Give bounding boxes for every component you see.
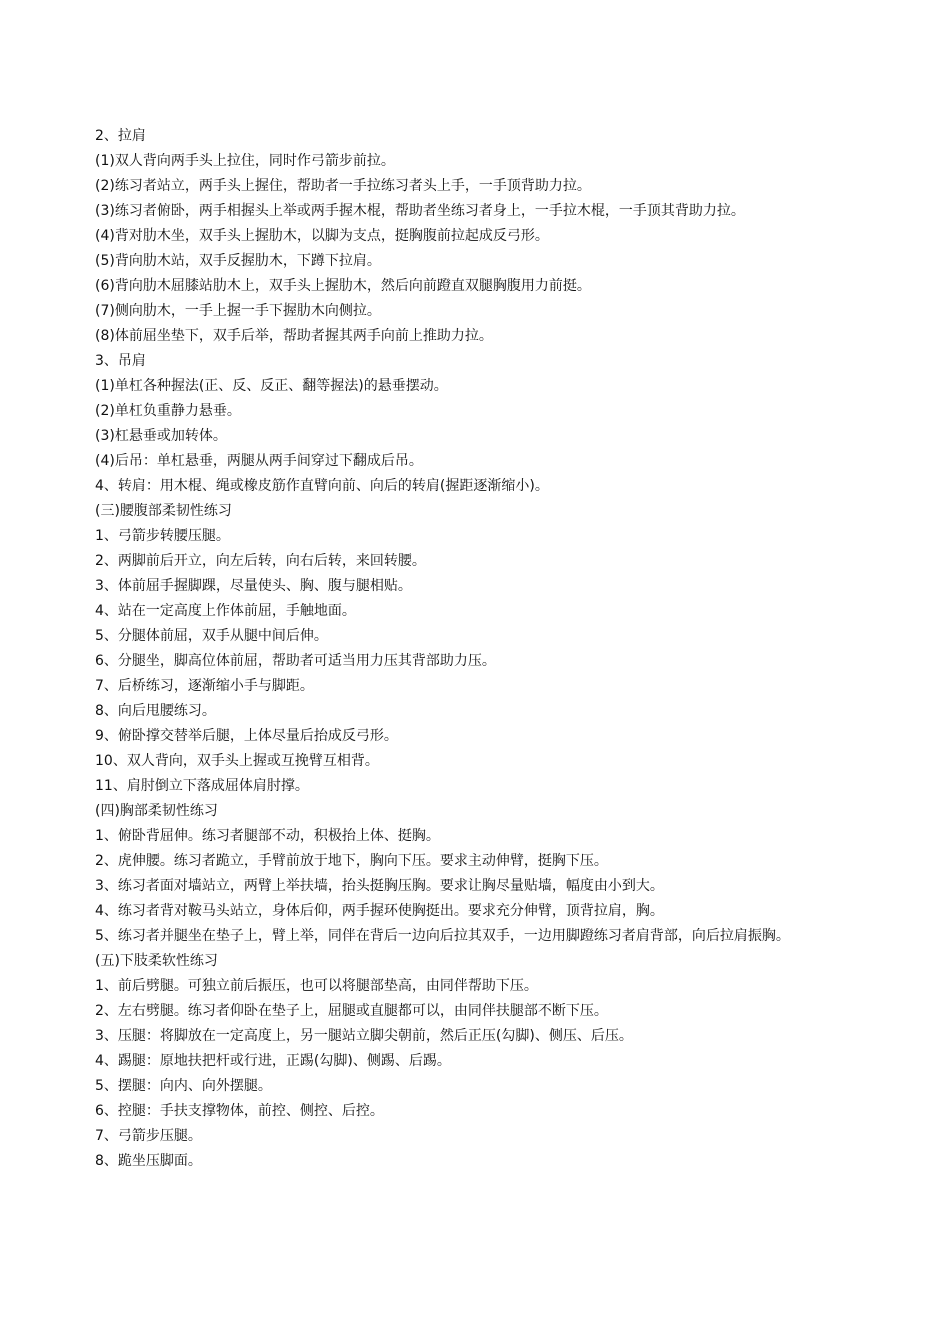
- paragraph: 2、两脚前后开立，向左后转，向右后转，来回转腰。: [95, 553, 426, 569]
- paragraph: 7、后桥练习，逐渐缩小手与脚距。: [95, 678, 314, 694]
- paragraph: (三)腰腹部柔韧性练习: [95, 503, 232, 519]
- document-body: [62, 124, 840, 1174]
- paragraph: (五)下肢柔软性练习: [95, 953, 218, 969]
- paragraph: (4)后吊：单杠悬垂，两腿从两手间穿过下翻成后吊。: [95, 453, 423, 469]
- paragraph: 2、虎伸腰。练习者跪立，手臂前放于地下，胸向下压。要求主动伸臂，挺胸下压。: [95, 853, 608, 869]
- paragraph: (4)背对肋木坐，双手头上握肋木，以脚为支点，挺胸腹前拉起成反弓形。: [95, 228, 549, 244]
- paragraph: (四)胸部柔韧性练习: [95, 803, 218, 819]
- paragraph: 10、双人背向，双手头上握或互挽臂互相背。: [95, 753, 379, 769]
- paragraph: 8、跪坐压脚面。: [95, 1153, 202, 1169]
- paragraph: 4、踢腿：原地扶把杆或行进，正踢(勾脚)、侧踢、后踢。: [95, 1053, 451, 1069]
- paragraph: (2)单杠负重静力悬垂。: [95, 403, 241, 419]
- paragraph: 3、练习者面对墙站立，两臂上举扶墙，抬头挺胸压胸。要求让胸尽量贴墙，幅度由小到大。: [95, 878, 664, 894]
- paragraph: 11、肩肘倒立下落成屈体肩肘撑。: [95, 778, 309, 794]
- paragraph: 2、拉肩: [95, 128, 146, 144]
- paragraph: 6、控腿：手扶支撑物体，前控、侧控、后控。: [95, 1103, 384, 1119]
- paragraph: (7)侧向肋木，一手上握一手下握肋木向侧拉。: [95, 303, 381, 319]
- paragraph: 4、站在一定高度上作体前屈，手触地面。: [95, 603, 356, 619]
- paragraph: 7、弓箭步压腿。: [95, 1128, 202, 1144]
- paragraph: 9、俯卧撑交替举后腿，上体尽量后抬成反弓形。: [95, 728, 398, 744]
- paragraph: 6、分腿坐，脚高位体前屈，帮助者可适当用力压其背部助力压。: [95, 653, 496, 669]
- paragraph: (3)练习者俯卧，两手相握头上举或两手握木棍，帮助者坐练习者身上，一手拉木棍，一手顶其背助力拉。: [95, 203, 745, 219]
- paragraph: 3、吊肩: [95, 353, 146, 369]
- paragraph: 1、俯卧背屈伸。练习者腿部不动，积极抬上体、挺胸。: [95, 828, 440, 844]
- paragraph: (2)练习者站立，两手头上握住，帮助者一手拉练习者头上手，一手顶背助力拉。: [95, 178, 591, 194]
- paragraph: 4、练习者背对鞍马头站立，身体后仰，两手握环使胸挺出。要求充分伸臂，顶背拉肩，胸。: [95, 903, 664, 919]
- paragraph: (1)双人背向两手头上拉住，同时作弓箭步前拉。: [95, 153, 395, 169]
- paragraph: 1、前后劈腿。可独立前后振压，也可以将腿部垫高，由同伴帮助下压。: [95, 978, 538, 994]
- paragraph: (3)杠悬垂或加转体。: [95, 428, 227, 444]
- paragraph: 4、转肩：用木棍、绳或橡皮筋作直臂向前、向后的转肩(握距逐渐缩小)。: [95, 478, 549, 494]
- paragraph: 5、摆腿：向内、向外摆腿。: [95, 1078, 272, 1094]
- paragraph: 5、练习者并腿坐在垫子上，臂上举，同伴在背后一边向后拉其双手，一边用脚蹬练习者肩背部，向后拉肩振胸。: [95, 928, 790, 944]
- paragraph: 8、向后甩腰练习。: [95, 703, 216, 719]
- paragraph: (8)体前屈坐垫下，双手后举，帮助者握其两手向前上推助力拉。: [95, 328, 493, 344]
- paragraph: (1)单杠各种握法(正、反、反正、翻等握法)的悬垂摆动。: [95, 378, 448, 394]
- paragraph: 5、分腿体前屈，双手从腿中间后伸。: [95, 628, 328, 644]
- paragraph: (6)背向肋木屈膝站肋木上，双手头上握肋木，然后向前蹬直双腿胸腹用力前挺。: [95, 278, 591, 294]
- paragraph: 2、左右劈腿。练习者仰卧在垫子上，屈腿或直腿都可以，由同伴扶腿部不断下压。: [95, 1003, 608, 1019]
- paragraph: 3、体前屈手握脚踝，尽量使头、胸、腹与腿相贴。: [95, 578, 412, 594]
- paragraph: (5)背向肋木站，双手反握肋木，下蹲下拉肩。: [95, 253, 381, 269]
- paragraph: 1、弓箭步转腰压腿。: [95, 528, 230, 544]
- paragraph: 3、压腿：将脚放在一定高度上，另一腿站立脚尖朝前，然后正压(勾脚)、侧压、后压。: [95, 1028, 633, 1044]
